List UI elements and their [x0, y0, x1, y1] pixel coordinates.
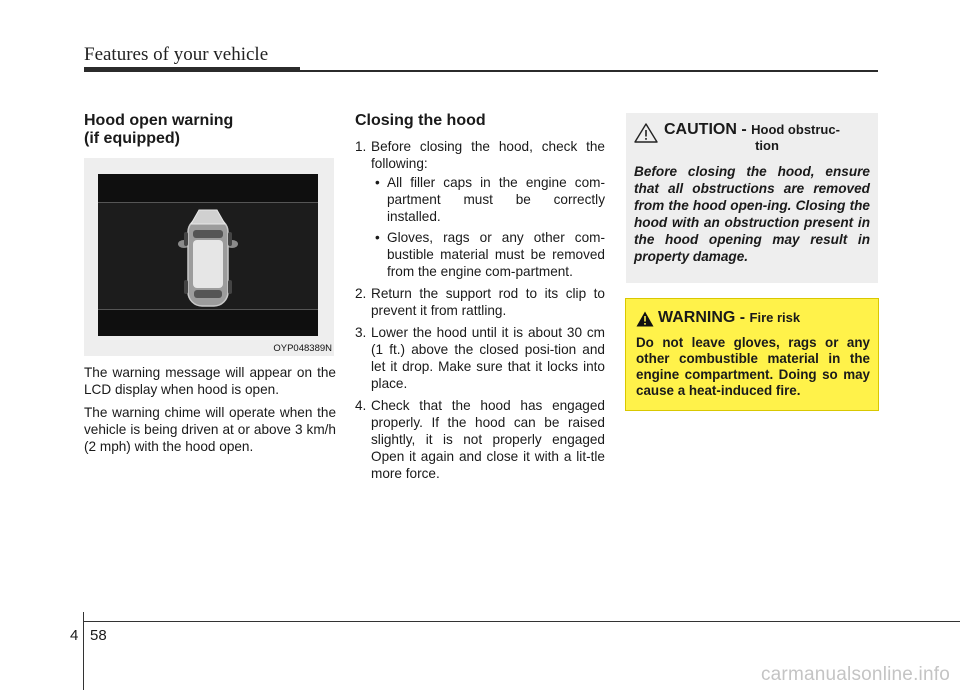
- hood-warning-paragraph-1: The warning message will appear on the LCD display when hood is open.: [84, 365, 336, 397]
- closing-hood-title: Closing the hood: [355, 112, 486, 129]
- step-text: Check that the hood has engaged properly. If the hood can be raised slightly, it is not properly engaged Open it again and close it with a lit-tle more force.: [371, 398, 605, 481]
- warning-subject: Fire risk: [749, 310, 801, 325]
- warning-label: WARNING -: [658, 309, 750, 326]
- checklist-item-1: [371, 174, 605, 225]
- warning-box: [626, 299, 878, 410]
- hood-warning-body: [84, 364, 336, 461]
- checklist-text: Gloves, rags or any other com-bustible material must be removed from the engine com-partment.: [387, 230, 605, 279]
- step-text: Lower the hood until it is about 30 cm (1 ft.) above the closed posi-tion and let it drop. Make sure that it locks into place.: [371, 325, 605, 391]
- hood-warning-figure: [84, 158, 334, 356]
- checklist-item-2: [371, 229, 605, 280]
- caution-subject-a: Hood obstruc-: [751, 122, 840, 137]
- bullet-glyph: •: [375, 175, 380, 190]
- header-rule-thick: [84, 67, 300, 72]
- closing-hood-section: [355, 112, 605, 487]
- step-number: 1.: [355, 139, 367, 154]
- footer-divider: [83, 612, 84, 690]
- car-hood-open-icon: [98, 174, 318, 336]
- checklist-text: All filler caps in the engine com-partment must be correctly installed.: [387, 175, 605, 224]
- caution-text: Before closing the hood, ensure that all obstructions are removed from the hood open-ing. Closing the hood with an obstruction present in the hood opening may result in property damage.: [634, 164, 870, 264]
- lcd-display: [98, 174, 318, 336]
- hood-warning-title-line1: Hood open warning: [84, 112, 234, 129]
- hood-warning-title: [84, 112, 334, 148]
- closing-checklist: [371, 174, 605, 280]
- header-title: Features of your vehicle: [84, 44, 269, 65]
- closing-step-4: [355, 397, 605, 482]
- caution-label: CAUTION -: [664, 121, 752, 138]
- warning-triangle-solid-icon: [636, 311, 654, 327]
- header-rule-thin: [300, 70, 878, 72]
- chapter-number: 4: [70, 627, 79, 644]
- caution-header: [634, 121, 870, 153]
- figure-caption: OYP048389N: [273, 343, 332, 354]
- step-text: Before closing the hood, check the following:: [371, 139, 605, 171]
- hood-warning-section: [84, 112, 334, 148]
- step-number: 2.: [355, 286, 367, 301]
- hood-warning-paragraph-2: The warning chime will operate when the vehicle is being driven at or above 3 km/h (2 mph) with the hood open.: [84, 405, 336, 454]
- step-number: 4.: [355, 398, 367, 413]
- caution-title: [664, 121, 870, 138]
- warning-triangle-outline-icon: [634, 123, 658, 143]
- warning-header: [636, 309, 800, 327]
- caution-subject-b: tion: [755, 138, 779, 153]
- closing-step-1: [355, 138, 605, 280]
- warning-title: [658, 309, 800, 327]
- watermark: carmanualsonline.info: [760, 664, 950, 685]
- closing-step-2: [355, 285, 605, 319]
- page-number: 58: [90, 627, 107, 644]
- closing-step-3: [355, 324, 605, 392]
- bullet-glyph: •: [375, 230, 380, 245]
- step-text: Return the support rod to its clip to prevent it from rattling.: [371, 286, 605, 318]
- footer-rule: [84, 621, 960, 622]
- closing-steps-list: [355, 138, 605, 482]
- hood-warning-title-line2: (if equipped): [84, 130, 180, 147]
- step-number: 3.: [355, 325, 367, 340]
- warning-text: Do not leave gloves, rags or any other combustible material in the engine compartment. Doing so may cause a heat-induced fire.: [636, 335, 870, 398]
- caution-box: [626, 113, 878, 283]
